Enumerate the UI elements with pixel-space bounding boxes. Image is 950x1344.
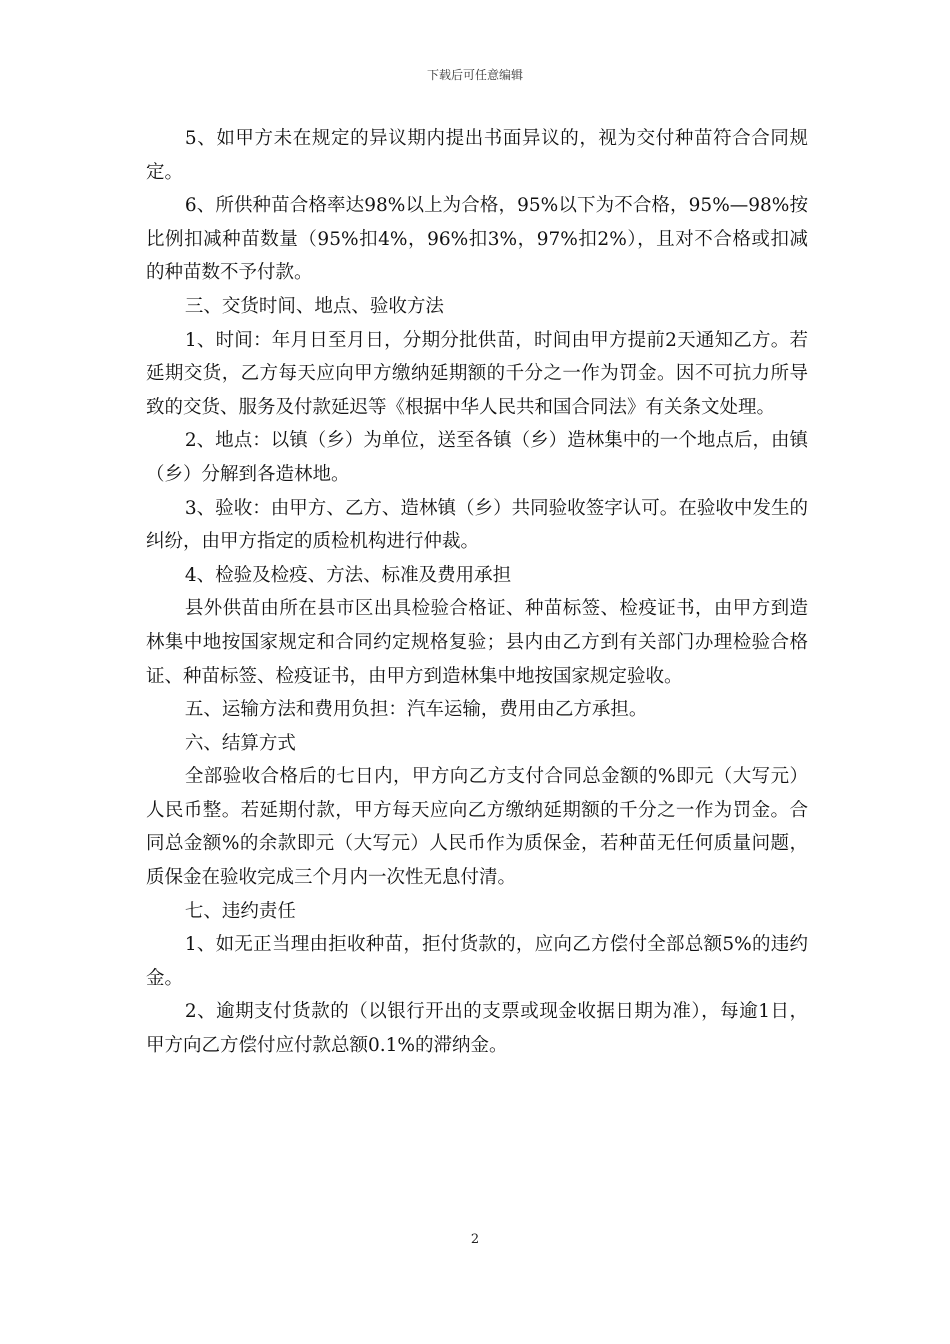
document-body [146,122,808,1063]
section-heading-transport: 五、运输方法和费用负担：汽车运输，费用由乙方承担。 [184,699,648,721]
section-heading-settlement: 六、结算方式 [184,732,296,754]
page-number: 2 [470,1232,480,1247]
paragraph-inspection-heading: 4、检验及检疫、方法、标准及费用承担 [184,564,512,586]
section-heading-liability: 七、违约责任 [184,900,296,922]
paragraph-inspection-details: 县外供苗由所在县市区出具检验合格证、种苗标签、检疫证书，由甲方到造林集中地按国家规定和合同约定规格复验；县内由乙方到有关部门办理检验合格证、种苗标签、检疫证书，由甲方到造林集中地按国家规定验收。 [146,598,808,687]
paragraph-settlement-details: 全部验收合格后的七日内，甲方向乙方支付合同总金额的%即元（大写元）人民币整。若延期付款，甲方每天应向乙方缴纳延期额的千分之一作为罚金。合同总金额%的余款即元（大写元）人民币作为质保金，若种苗无任何质量问题，质保金在验收完成三个月内一次性无息付清。 [146,766,808,889]
paragraph-late-payment-penalty: 2、逾期支付货款的（以银行开出的支票或现金收据日期为准），每逾1日，甲方向乙方偿付应付款总额0.1%的滞纳金。 [146,1001,808,1057]
paragraph-refusal-penalty: 1、如无正当理由拒收种苗，拒付货款的，应向乙方偿付全部总额5%的违约金。 [146,934,808,989]
page-header: 下载后可任意编辑 [426,68,523,82]
paragraph-acceptance: 3、验收：由甲方、乙方、造林镇（乡）共同验收签字认可。在验收中发生的纠纷，由甲方指定的质检机构进行仲裁。 [146,497,808,553]
paragraph-delivery-time: 1、时间：年月日至月日，分期分批供苗，时间由甲方提前2天通知乙方。若延期交货，乙方每天应向甲方缴纳延期额的千分之一作为罚金。因不可抗力所导致的交货、服务及付款延迟等《根据中华人民共和国合同法》有关条文处理。 [146,329,808,418]
paragraph-objection-deadline: 5、如甲方未在规定的异议期内提出书面异议的，视为交付种苗符合合同规定。 [146,128,808,183]
section-heading-delivery: 三、交货时间、地点、验收方法 [184,295,444,317]
paragraph-qualification-rate: 6、所供种苗合格率达98%以上为合格，95%以下为不合格，95%—98%按比例扣减种苗数量（95%扣4%，96%扣3%，97%扣2%），且对不合格或扣减的种苗数不予付款。 [146,195,808,284]
paragraph-delivery-location: 2、地点：以镇（乡）为单位，送至各镇（乡）造林集中的一个地点后，由镇（乡）分解到各造林地。 [146,430,808,485]
